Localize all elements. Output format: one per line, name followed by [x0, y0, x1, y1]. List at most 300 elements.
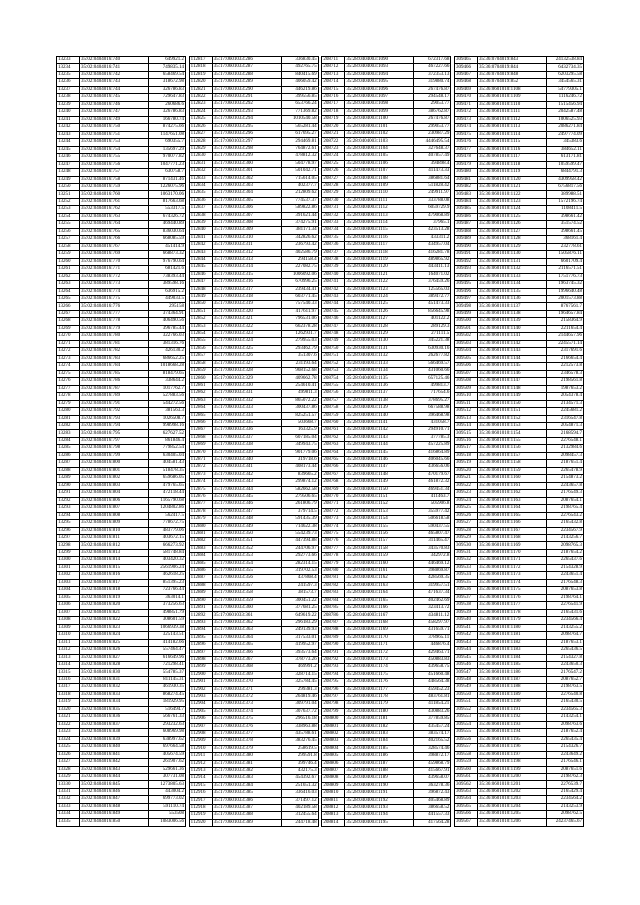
cadastral-number-cell: 35:28:0404003:1130 — [345, 338, 414, 345]
value-cell: 431058.7 — [414, 419, 451, 426]
row-number-cell: 112842 — [189, 242, 212, 249]
row-number-cell: 309478 — [454, 154, 477, 161]
row-number-cell: 309550 — [454, 691, 477, 698]
cadastral-number-cell: 35:28:0404003:1151 — [345, 493, 414, 500]
cadastral-number-cell: 35:36:0601010:1201 — [477, 781, 546, 788]
table-row — [57, 490, 186, 497]
row-number-cell: 112871 — [189, 456, 212, 463]
row-number-cell: 309474 — [454, 124, 477, 131]
table-row — [322, 553, 451, 560]
cadastral-number-cell: 35:17:0601033:334 — [212, 412, 281, 419]
row-number-cell: 13241 — [57, 116, 80, 123]
row-number-cell: 309493 — [454, 266, 477, 273]
cadastral-number-cell: 35:28:0404003:1157 — [345, 538, 414, 545]
table-row — [189, 131, 318, 138]
value-cell: 699773.02 — [149, 796, 186, 803]
table-row — [322, 286, 451, 293]
value-cell: 6844791.3 — [546, 169, 583, 176]
cadastral-number-cell: 35:02:0404016:815 — [80, 564, 149, 571]
value-cell: 811145.31 — [149, 676, 186, 683]
table-row — [322, 153, 451, 160]
cadastral-number-cell: 35:02:0404016:771 — [80, 266, 149, 273]
cadastral-number-cell: 35:02:0404016:782 — [80, 348, 149, 355]
row-number-cell: 208809 — [322, 782, 345, 789]
table-row — [189, 797, 318, 804]
value-cell: 351307.6 — [281, 353, 318, 360]
cadastral-number-cell: 35:02:0404016:818 — [80, 587, 149, 594]
row-number-cell: 112874 — [189, 479, 212, 486]
table-row — [189, 597, 318, 604]
table-row — [189, 249, 318, 256]
row-number-cell: 112820 — [189, 79, 212, 86]
cadastral-number-cell: 35:36:0601010:1142 — [477, 340, 546, 347]
row-number-cell: 112872 — [189, 464, 212, 471]
value-cell: 386881.64 — [414, 175, 451, 182]
table-row — [454, 676, 583, 683]
cadastral-number-cell: 35:36:0601010:1154 — [477, 430, 546, 437]
value-cell: 1204802.86 — [149, 505, 186, 512]
value-cell: 54779305.1 — [546, 86, 583, 93]
value-cell: 658469.54 — [149, 71, 186, 78]
table-row — [57, 661, 186, 668]
value-cell: 499813.7 — [414, 382, 451, 389]
row-number-cell: 309545 — [454, 654, 477, 661]
row-number-cell: 112862 — [189, 390, 212, 397]
table-row — [454, 131, 583, 138]
table-row — [322, 523, 451, 530]
value-cell: 402586.79 — [281, 249, 318, 256]
table-row — [322, 679, 451, 686]
row-number-cell: 208795 — [322, 679, 345, 686]
row-number-cell: 13312 — [57, 647, 80, 654]
row-number-cell: 13256 — [57, 228, 80, 235]
row-number-cell: 309494 — [454, 273, 477, 280]
value-cell: 446469.12 — [414, 560, 451, 567]
value-cell: 686652.25 — [149, 355, 186, 362]
row-number-cell: 309501 — [454, 325, 477, 332]
value-cell: 398661.45 — [546, 228, 583, 235]
row-number-cell: 112855 — [189, 338, 212, 345]
cadastral-number-cell: 35:02:0404016:753 — [80, 139, 149, 146]
cadastral-number-cell: 35:28:0404003:1102 — [345, 131, 414, 138]
value-cell: 566761.33 — [149, 714, 186, 721]
row-number-cell: 309565 — [454, 803, 477, 810]
value-cell: 437868.4 — [281, 575, 318, 582]
row-number-cell: 208782 — [322, 582, 345, 589]
cadastral-number-cell: 35:17:0601033:295 — [212, 123, 281, 130]
table-row — [454, 363, 583, 370]
row-number-cell: 13324 — [57, 736, 80, 743]
value-cell: 968152.68 — [281, 368, 318, 375]
table-row — [322, 597, 451, 604]
row-number-cell: 208744 — [322, 301, 345, 308]
table-row — [322, 634, 451, 641]
row-number-cell: 309552 — [454, 706, 477, 713]
cadastral-number-cell: 35:36:0601010:1151 — [477, 408, 546, 415]
value-cell: 2265435.4 — [546, 736, 583, 743]
value-cell: 2243651.4 — [546, 572, 583, 579]
cadastral-number-cell: 35:36:0601010:1120 — [477, 176, 546, 183]
row-number-cell: 208746 — [322, 316, 345, 323]
table-row — [189, 79, 318, 86]
value-cell: 591435.39 — [281, 516, 318, 523]
value-cell: 627627.52 — [149, 430, 186, 437]
cadastral-number-cell: 35:02:0404016:812 — [80, 542, 149, 549]
cadastral-number-cell: 35:36:0601010:1147 — [477, 378, 546, 385]
value-cell: 411463.7 — [414, 493, 451, 500]
table-row — [57, 452, 186, 459]
cadastral-number-cell: 35:36:0601010:1199 — [477, 766, 546, 773]
table-row — [454, 310, 583, 317]
cadastral-number-cell: 35:17:0601033:385 — [212, 790, 281, 797]
table-row — [322, 627, 451, 634]
table-row — [189, 190, 318, 197]
row-number-cell: 208783 — [322, 590, 345, 597]
cadastral-number-cell: 35:28:0404003:1100 — [345, 116, 414, 123]
row-number-cell: 208739 — [322, 264, 345, 271]
table-row — [57, 774, 186, 781]
cadastral-number-cell: 35:17:0601033:298 — [212, 145, 281, 152]
cadastral-number-cell: 35:28:0404003:1132 — [345, 353, 414, 360]
value-cell: 2265478.9 — [546, 467, 583, 474]
cadastral-number-cell: 35:36:0601010:1198 — [477, 759, 546, 766]
cadastral-number-cell: 35:17:0601033:359 — [212, 597, 281, 604]
cadastral-number-cell: 35:17:0601033:356 — [212, 575, 281, 582]
value-cell: 998998.16 — [149, 422, 186, 429]
value-cell: 328714.15 — [281, 671, 318, 678]
cadastral-number-cell: 35:17:0601033:303 — [212, 182, 281, 189]
row-number-cell: 112832 — [189, 168, 212, 175]
row-number-cell: 208804 — [322, 745, 345, 752]
row-number-cell: 112831 — [189, 160, 212, 167]
row-number-cell: 309492 — [454, 258, 477, 265]
table-row — [57, 572, 186, 579]
cadastral-number-cell: 35:36:0601010:1177 — [477, 602, 546, 609]
cadastral-number-cell: 35:28:0404003:1184 — [345, 738, 414, 745]
table-row — [189, 405, 318, 412]
cadastral-number-cell: 35:28:0404003:1098 — [345, 101, 414, 108]
cadastral-number-cell: 35:28:0404003:1112 — [345, 205, 414, 212]
table-row — [57, 781, 186, 788]
table-row — [57, 676, 186, 683]
row-number-cell: 309555 — [454, 729, 477, 736]
table-row — [454, 266, 583, 273]
row-number-cell: 309489 — [454, 236, 477, 243]
table-row — [189, 738, 318, 745]
table-row — [57, 788, 186, 795]
value-cell: 2234564.2 — [546, 796, 583, 803]
row-number-cell: 208773 — [322, 516, 345, 523]
table-row — [322, 382, 451, 389]
row-number-cell: 112908 — [189, 730, 212, 737]
cadastral-number-cell: 35:36:0601010:1196 — [477, 744, 546, 751]
cadastral-number-cell: 35:36:0601010:1149 — [477, 393, 546, 400]
table-row — [57, 236, 186, 243]
row-number-cell: 208720 — [322, 123, 345, 130]
row-number-cell: 208781 — [322, 575, 345, 582]
row-number-cell: 309480 — [454, 169, 477, 176]
value-cell: 377859.85 — [414, 716, 451, 723]
cadastral-number-cell: 35:28:0404003:1141 — [345, 419, 414, 426]
value-cell: 498851.79 — [149, 609, 186, 616]
cadastral-number-cell: 35:36:0601010:1181 — [477, 632, 546, 639]
row-number-cell: 112899 — [189, 664, 212, 671]
cadastral-number-cell: 35:28:0404003:1139 — [345, 405, 414, 412]
row-number-cell: 13296 — [57, 527, 80, 534]
row-number-cell: 208799 — [322, 708, 345, 715]
value-cell: 1010540.58 — [281, 116, 318, 123]
table-row — [57, 355, 186, 362]
value-cell: 262677.82 — [414, 353, 451, 360]
cadastral-number-cell: 35:17:0601033:363 — [212, 627, 281, 634]
table-row — [57, 460, 186, 467]
row-number-cell: 112884 — [189, 553, 212, 560]
cadastral-number-cell: 35:17:0601033:302 — [212, 175, 281, 182]
row-number-cell: 112881 — [189, 531, 212, 538]
cadastral-number-cell: 35:02:0404016:795 — [80, 430, 149, 437]
table-row — [322, 271, 451, 278]
cadastral-number-cell: 35:28:0404003:1161 — [345, 568, 414, 575]
row-number-cell: 309487 — [454, 221, 477, 228]
row-number-cell: 309485 — [454, 206, 477, 213]
cadastral-number-cell: 35:17:0601033:378 — [212, 738, 281, 745]
row-number-cell: 112916 — [189, 790, 212, 797]
row-number-cell: 309561 — [454, 774, 477, 781]
table-row — [322, 256, 451, 263]
table-row — [189, 182, 318, 189]
cadastral-number-cell: 35:02:0404016:767 — [80, 243, 149, 250]
row-number-cell: 208791 — [322, 649, 345, 656]
cadastral-number-cell: 35:02:0404016:826 — [80, 647, 149, 654]
cadastral-number-cell: 35:02:0404016:776 — [80, 303, 149, 310]
value-cell: 393573.64 — [281, 649, 318, 656]
cadastral-number-cell: 35:17:0601033:384 — [212, 782, 281, 789]
value-cell: 472118.44 — [149, 490, 186, 497]
cadastral-number-cell: 35:28:0404003:1113 — [345, 212, 414, 219]
row-number-cell: 309540 — [454, 617, 477, 624]
row-number-cell: 208757 — [322, 397, 345, 404]
cadastral-number-cell: 35:02:0404016:824 — [80, 632, 149, 639]
table-row — [454, 296, 583, 303]
value-cell: 1262931.7 — [281, 331, 318, 338]
row-number-cell: 208742 — [322, 286, 345, 293]
table-row — [57, 579, 186, 586]
cadastral-number-cell: 35:17:0601033:324 — [212, 338, 281, 345]
cadastral-number-cell: 35:36:0601010:1193 — [477, 721, 546, 728]
value-cell: 2132984.6 — [546, 445, 583, 452]
table-row — [57, 632, 186, 639]
row-number-cell: 112877 — [189, 501, 212, 508]
cadastral-number-cell: 35:36:0601010:1183 — [477, 647, 546, 654]
cadastral-number-cell: 35:17:0601033:389 — [212, 819, 281, 826]
row-number-cell: 208770 — [322, 493, 345, 500]
row-number-cell: 13327 — [57, 759, 80, 766]
cadastral-number-cell: 35:28:0404003:1168 — [345, 619, 414, 626]
value-cell: 1963745.32 — [546, 281, 583, 288]
value-cell: 24132538.84 — [546, 57, 583, 64]
row-number-cell: 309522 — [454, 482, 477, 489]
table-row — [57, 116, 186, 123]
value-cell: 431659.71 — [414, 627, 451, 634]
cadastral-number-cell: 35:17:0601033:383 — [212, 775, 281, 782]
value-cell: 336830.45 — [281, 57, 318, 64]
cadastral-number-cell: 35:02:0404016:773 — [80, 281, 149, 288]
table-row — [189, 590, 318, 597]
cadastral-number-cell: 35:28:0404003:1195 — [345, 819, 414, 826]
row-number-cell: 112849 — [189, 294, 212, 301]
value-cell: 300437.86 — [281, 405, 318, 412]
cadastral-number-cell: 35:36:0601010:1166 — [477, 520, 546, 527]
row-number-cell: 112878 — [189, 508, 212, 515]
cadastral-number-cell: 35:17:0601033:349 — [212, 523, 281, 530]
row-number-cell: 13329 — [57, 774, 80, 781]
row-number-cell: 13320 — [57, 706, 80, 713]
table-row — [322, 686, 451, 693]
row-number-cell: 112890 — [189, 597, 212, 604]
value-cell: 2198765.4 — [546, 505, 583, 512]
table-row — [57, 348, 186, 355]
table-row — [57, 437, 186, 444]
cadastral-number-cell: 35:36:0601010:1127 — [477, 228, 546, 235]
cadastral-number-cell: 35:28:0404003:1175 — [345, 671, 414, 678]
value-cell: 396872.43 — [414, 790, 451, 797]
value-cell: 729647.83 — [149, 94, 186, 101]
cadastral-number-cell: 35:28:0404003:1109 — [345, 182, 414, 189]
value-cell: 2245571.14 — [546, 340, 583, 347]
cadastral-number-cell: 35:17:0601033:286 — [212, 57, 281, 64]
table-row — [189, 271, 318, 278]
value-cell: 294548.17 — [414, 94, 451, 101]
value-cell: 355977.42 — [414, 508, 451, 515]
value-cell: 446876.4 — [414, 642, 451, 649]
value-cell: 1017762.7 — [149, 385, 186, 392]
value-cell: 1059599.47 — [546, 161, 583, 168]
value-cell: 267476.87 — [414, 86, 451, 93]
cadastral-number-cell: 35:36:0601010:1108 — [477, 86, 546, 93]
value-cell: 458297.97 — [414, 619, 451, 626]
cadastral-number-cell: 35:36:0601010:1182 — [477, 639, 546, 646]
value-cell: 125565.03 — [414, 286, 451, 293]
table-row — [454, 161, 583, 168]
row-number-cell: 112858 — [189, 360, 212, 367]
value-cell: 2316547.8 — [546, 415, 583, 422]
table-row — [454, 183, 583, 190]
row-number-cell: 208719 — [322, 116, 345, 123]
row-number-cell: 112906 — [189, 716, 212, 723]
row-number-cell: 309523 — [454, 490, 477, 497]
table-row — [454, 169, 583, 176]
cadastral-number-cell: 35:02:0404016:783 — [80, 355, 149, 362]
value-cell: 2001573.88 — [546, 296, 583, 303]
table-row — [57, 340, 186, 347]
cadastral-number-cell: 35:28:0404003:1162 — [345, 575, 414, 582]
row-number-cell: 208717 — [322, 101, 345, 108]
value-cell: 2165430.5 — [546, 699, 583, 706]
value-cell: 433311.2 — [414, 234, 451, 241]
row-number-cell: 112844 — [189, 256, 212, 263]
cadastral-number-cell: 35:17:0601033:365 — [212, 642, 281, 649]
table-row — [454, 796, 583, 803]
row-number-cell: 309548 — [454, 676, 477, 683]
cadastral-number-cell: 35:17:0601033:296 — [212, 131, 281, 138]
value-cell: 254610.41 — [281, 382, 318, 389]
cadastral-number-cell: 35:17:0601033:326 — [212, 353, 281, 360]
value-cell: 1226075.96 — [149, 183, 186, 190]
table-row — [322, 205, 451, 212]
cadastral-number-cell: 35:28:0404003:1158 — [345, 545, 414, 552]
value-cell: 4309958.42 — [546, 176, 583, 183]
cadastral-number-cell: 35:02:0404016:842 — [80, 759, 149, 766]
cadastral-number-cell: 35:17:0601033:305 — [212, 197, 281, 204]
table-row — [189, 508, 318, 515]
row-number-cell: 112883 — [189, 545, 212, 552]
value-cell: 381563.3 — [149, 408, 186, 415]
value-cell: 796531.06 — [281, 316, 318, 323]
value-cell: 326786.83 — [149, 109, 186, 116]
value-cell: 2198762.3 — [546, 774, 583, 781]
cadastral-number-cell: 35:02:0404016:799 — [80, 452, 149, 459]
value-cell: 389988.51 — [546, 191, 583, 198]
row-number-cell: 309539 — [454, 609, 477, 616]
cadastral-number-cell: 35:02:0404016:758 — [80, 176, 149, 183]
table-row — [322, 360, 451, 367]
cadastral-number-cell: 35:02:0404016:751 — [80, 131, 149, 138]
cadastral-number-cell: 35:36:0601010:1171 — [477, 557, 546, 564]
cadastral-number-cell: 35:02:0404016:742 — [80, 71, 149, 78]
table-row — [322, 790, 451, 797]
cadastral-number-cell: 35:28:0404003:1138 — [345, 397, 414, 404]
value-cell: 778672.75 — [149, 520, 186, 527]
value-cell: 738393.44 — [149, 273, 186, 280]
row-number-cell: 208788 — [322, 627, 345, 634]
row-number-cell: 309553 — [454, 714, 477, 721]
table-row — [322, 434, 451, 441]
table-row — [57, 385, 186, 392]
table-row — [322, 345, 451, 352]
cadastral-number-cell: 35:02:0404016:801 — [80, 467, 149, 474]
table-row — [322, 471, 451, 478]
cadastral-number-cell: 35:36:0601010:1185 — [477, 661, 546, 668]
table-row — [189, 197, 318, 204]
row-number-cell: 112914 — [189, 775, 212, 782]
cadastral-number-cell: 35:02:0404016:794 — [80, 422, 149, 429]
row-number-cell: 208745 — [322, 308, 345, 315]
row-number-cell: 13308 — [57, 617, 80, 624]
value-cell: 2087654.1 — [546, 497, 583, 504]
table-row — [322, 797, 451, 804]
table-row — [454, 788, 583, 795]
row-number-cell: 13333 — [57, 803, 80, 810]
cadastral-number-cell: 35:28:0404003:1104 — [345, 145, 414, 152]
row-number-cell: 13317 — [57, 684, 80, 691]
value-cell: 328574.46 — [414, 745, 451, 752]
cadastral-number-cell: 35:28:0404003:1191 — [345, 790, 414, 797]
cadastral-number-cell: 35:36:0601010:1163 — [477, 497, 546, 504]
cadastral-number-cell: 35:02:0404016:779 — [80, 325, 149, 332]
row-number-cell: 13249 — [57, 176, 80, 183]
row-number-cell: 208802 — [322, 730, 345, 737]
row-number-cell: 13295 — [57, 520, 80, 527]
table-row — [189, 316, 318, 323]
cadastral-number-cell: 35:28:0404003:1097 — [345, 94, 414, 101]
cadastral-number-cell: 35:36:0601010:1161 — [477, 482, 546, 489]
value-cell: 2098763.6 — [546, 721, 583, 728]
value-cell: 282314.15 — [281, 560, 318, 567]
row-number-cell: 112837 — [189, 205, 212, 212]
row-number-cell: 309477 — [454, 146, 477, 153]
value-cell: 381316.76 — [149, 340, 186, 347]
table-row — [454, 124, 583, 131]
